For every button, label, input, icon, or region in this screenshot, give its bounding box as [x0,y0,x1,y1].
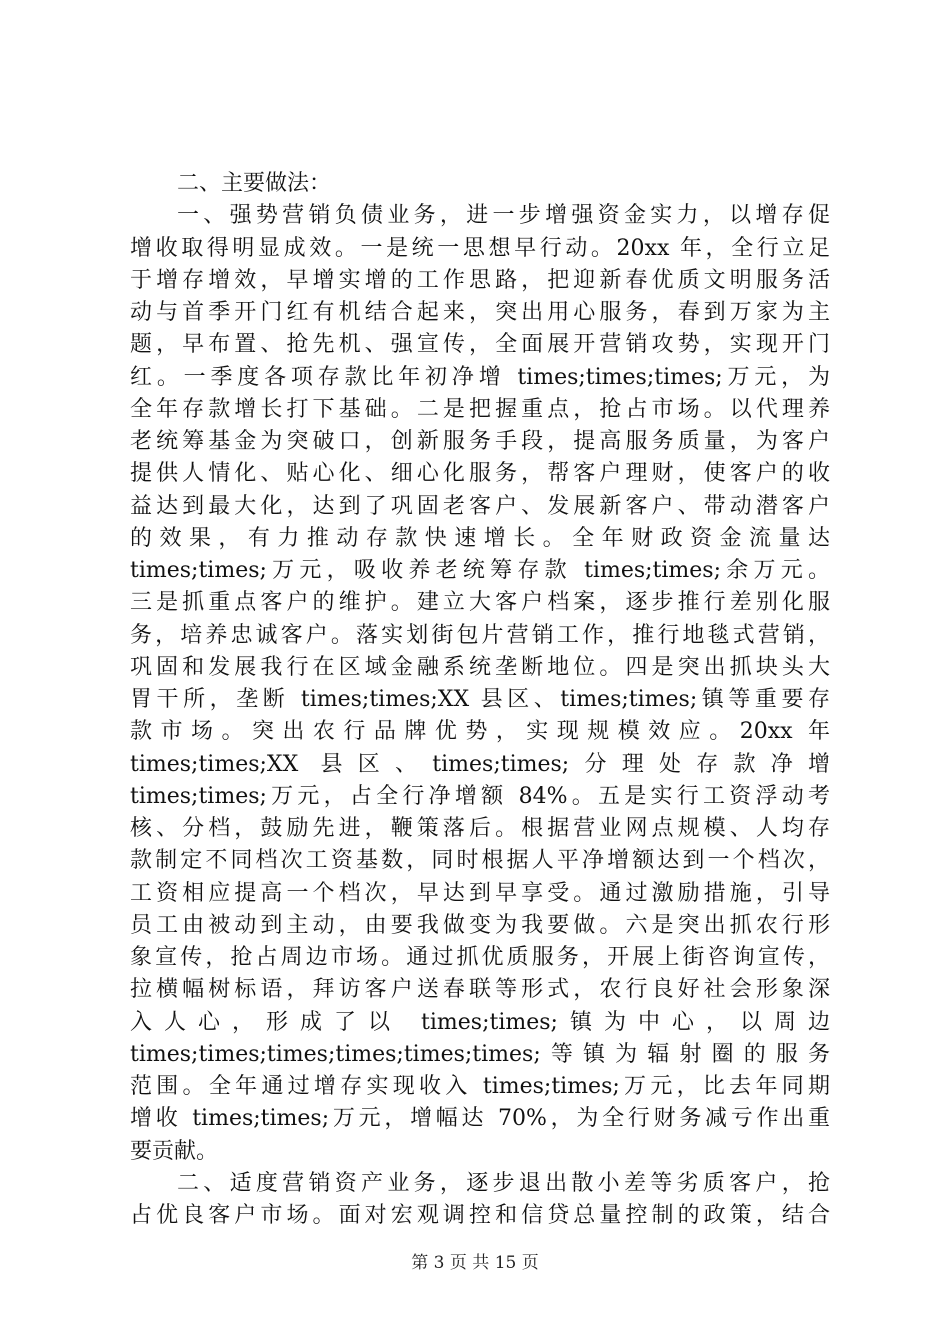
page-number-footer: 第 3 页 共 15 页 [411,1253,539,1273]
paragraph-line: 象宣传，抢占周边市场。通过抓优质服务，开展上街咨询宣传， [130,945,830,970]
paragraph-line: 胃干所，垄断 times;times;XX 县区、times;times;镇等重要存 [130,687,830,712]
paragraph-line: times;times;XX 县区、times;times;分理处存款净增 [130,751,830,777]
paragraph-line: 一、强势营销负债业务，进一步增强资金实力，以增存促 [177,203,830,229]
paragraph-line: 的效果，有力推动存款快速增长。全年财政资金流量达 [130,525,830,551]
paragraph-line: 老统筹基金为突破口，创新服务手段，提高服务质量，为客户 [130,429,830,454]
document-body [130,168,830,1232]
paragraph-line: times;times;times;times;times;times;等镇为辐射圈的服务 [130,1041,830,1067]
paragraph-line: 全年存款增长打下基础。二是把握重点，抢占市场。以代理养 [130,396,830,422]
paragraph-line: 要贡献。 [130,1138,219,1164]
paragraph-line: 益达到最大化，达到了巩固老客户、发展新客户、带动潜客户 [130,493,830,519]
paragraph-line: 增收取得明显成效。一是统一思想早行动。20xx 年，全行立足 [130,235,830,261]
paragraph-line: 增收 times;times;万元，增幅达 70%，为全行财务减亏作出重 [130,1106,830,1132]
paragraph-line: 提供人情化、贴心化、细心化服务，帮客户理财，使客户的收 [130,461,830,487]
paragraph-line: 务，培养忠诚客户。落实划街包片营销工作，推行地毯式营销， [130,622,830,648]
paragraph-line: 于增存增效，早增实增的工作思路，把迎新春优质文明服务活 [130,267,830,293]
paragraph-line: 二、适度营销资产业务，逐步退出散小差等劣质客户，抢 [177,1170,830,1196]
section-heading: 二、主要做法： [177,171,332,196]
paragraph-line: times;times;万元，吸收养老统筹存款 times;times;余万元。 [130,558,830,583]
paragraph-line: 员工由被动到主动，由要我做变为我要做。六是突出抓农行形 [130,912,830,938]
paragraph-line: 动与首季开门红有机结合起来，突出用心服务，春到万家为主 [130,300,830,325]
paragraph-line: 巩固和发展我行在区域金融系统垄断地位。四是突出抓块头大 [130,654,830,680]
paragraph-line: 核、分档，鼓励先进，鞭策落后。根据营业网点规模、人均存 [130,816,830,841]
paragraph-line: 占优良客户市场。面对宏观调控和信贷总量控制的政策，结合 [130,1203,830,1228]
paragraph-line: 款制定不同档次工资基数，同时根据人平净增额达到一个档次， [130,848,830,874]
paragraph-line: 入人心，形成了以 times;times;镇为中心，以周边 [130,1009,830,1035]
paragraph-line: 拉横幅树标语，拜访客户送春联等形式，农行良好社会形象深 [130,977,830,1003]
paragraph-line: 三是抓重点客户的维护。建立大客户档案，逐步推行差别化服 [130,590,830,616]
paragraph-line: 款市场。突出农行品牌优势，实现规模效应。20xx 年 [130,719,830,745]
paragraph-line: 题，早布置、抢先机、强宣传，全面展开营销攻势，实现开门 [130,332,830,358]
paragraph-line: times;times;万元，占全行净增额 84%。五是实行工资浮动考 [130,783,830,809]
paragraph-line: 红。一季度各项存款比年初净增 times;times;times;万元，为 [130,364,830,390]
paragraph-line: 工资相应提高一个档次，早达到早享受。通过激励措施，引导 [130,880,830,906]
paragraph-line: 范围。全年通过增存实现收入 times;times;万元，比去年同期 [130,1074,830,1099]
